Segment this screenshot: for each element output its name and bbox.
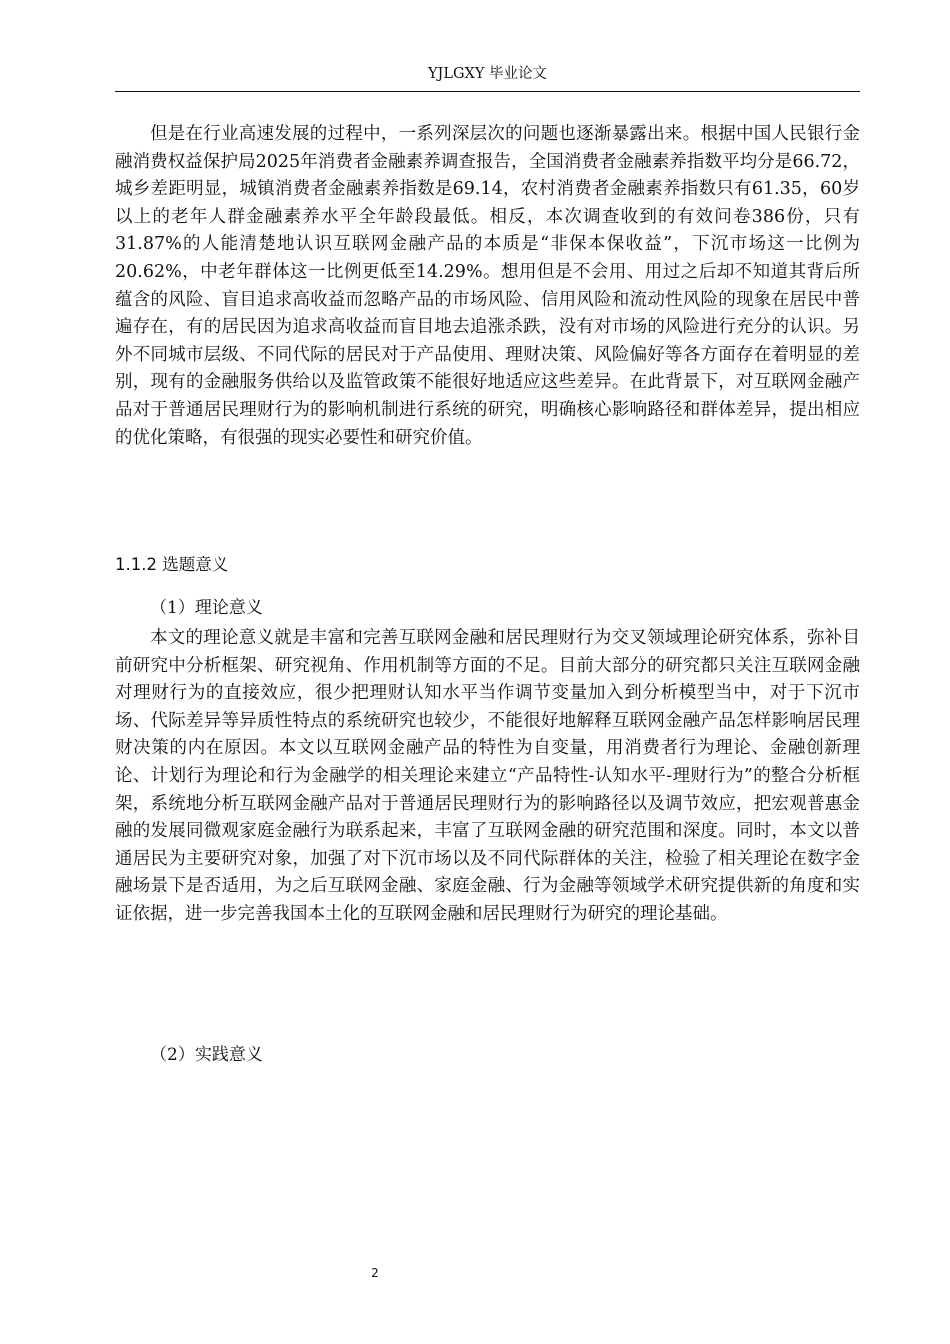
theoretical-significance-heading: （1）理论意义 xyxy=(150,598,263,618)
practical-significance-heading: （2）实践意义 xyxy=(150,1045,263,1065)
header-divider xyxy=(115,91,860,92)
background-paragraph: 但是在行业高速发展的过程中，一系列深层次的问题也逐渐暴露出来。根据中国人民银行金融消费权益保护局2025年消费者金融素养调查报告，全国消费者金融素养指数平均分是66.72，城乡差距明显，城镇消费者金融素养指数是69.14，农村消费者金融素养指数只有61.35，60岁以上的老年人群金融素养水平全年龄段最低。相反，本次调查收到的有效问卷386份，只有31.87%的人能清楚地认识互联网金融产品的本质是“非保本保收益”，下沉市场这一比例为20.62%，中老年群体这一比例更低至14.29%。想用但是不会用、用过之后却不知道其背后所蕴含的风险、盲目追求高收益而忽略产品的市场风险、信用风险和流动性风险的现象在居民中普遍存在，有的居民因为追求高收益而盲目地去追涨杀跌，没有对市场的风险进行充分的认识。另外不同城市层级、不同代际的居民对于产品使用、理财决策、风险偏好等各方面存在着明显的差别，现有的金融服务供给以及监管政策不能很好地适应这些差异。在此背景下，对互联网金融产品对于普通居民理财行为的影响机制进行系统的研究，明确核心影响路径和群体差异，提出相应的优化策略，有很强的现实必要性和研究价值。 xyxy=(115,124,860,448)
page-header-title: YJLGXY 毕业论文 xyxy=(427,66,548,82)
section-heading: 1.1.2 选题意义 xyxy=(115,555,229,574)
page-number: 2 xyxy=(371,1266,379,1280)
theoretical-significance-paragraph: 本文的理论意义就是丰富和完善互联网金融和居民理财行为交叉领域理论研究体系，弥补目前研究中分析框架、研究视角、作用机制等方面的不足。目前大部分的研究都只关注互联网金融对理财行为的直接效应，很少把理财认知水平当作调节变量加入到分析模型当中，对于下沉市场、代际差异等异质性特点的系统研究也较少，不能很好地解释互联网金融产品怎样影响居民理财决策的内在原因。本文以互联网金融产品的特性为自变量，用消费者行为理论、金融创新理论、计划行为理论和行为金融学的相关理论来建立“产品特性-认知水平-理财行为”的整合分析框架，系统地分析互联网金融产品对于普通居民理财行为的影响路径以及调节效应，把宏观普惠金融的发展同微观家庭金融行为联系起来，丰富了互联网金融的研究范围和深度。同时，本文以普通居民为主要研究对象，加强了对下沉市场以及不同代际群体的关注，检验了相关理论在数字金融场景下是否适用，为之后互联网金融、家庭金融、行为金融等领域学术研究提供新的角度和实证依据，进一步完善我国本土化的互联网金融和居民理财行为研究的理论基础。 xyxy=(115,628,860,924)
